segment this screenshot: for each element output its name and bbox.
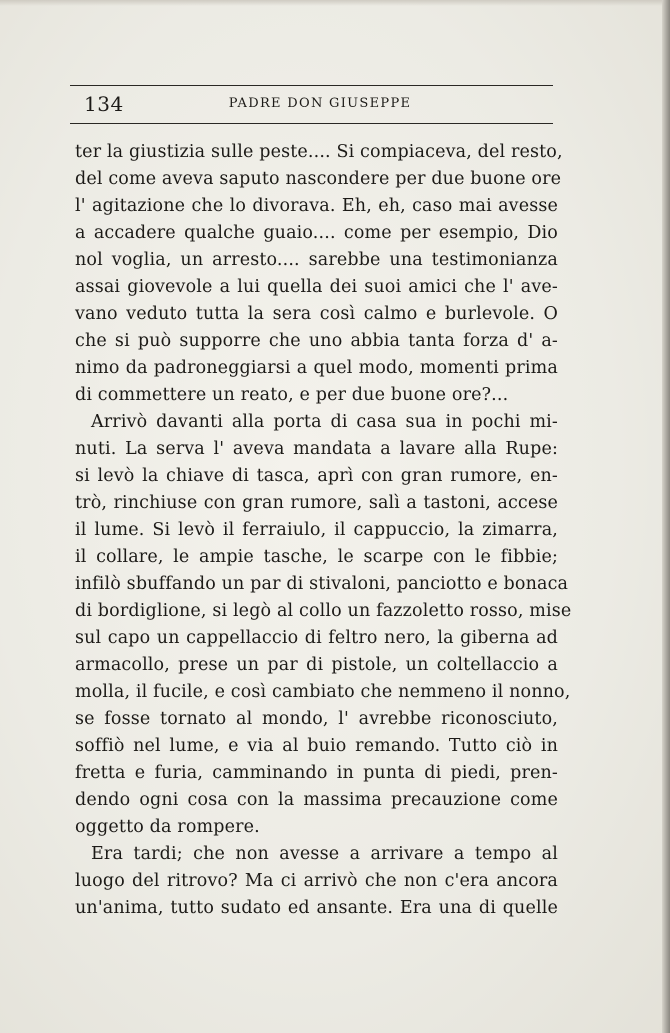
text-line: che si può supporre che uno abbia tanta forza d' a- xyxy=(75,331,558,351)
text-line: dendo ogni cosa con la massima precauzione come xyxy=(75,790,558,810)
header-rule-bottom xyxy=(70,123,553,124)
page-top-shadow xyxy=(0,0,670,6)
text-line: nol voglia, un arresto.... sarebbe una testimonianza xyxy=(75,250,558,270)
text-line: di commettere un reato, e per due buone ore?... xyxy=(75,385,509,405)
text-line: vano veduto tutta la sera così calmo e burlevole. O xyxy=(75,304,558,324)
text-line: il lume. Si levò il ferraiulo, il cappuccio, la zimarra, xyxy=(75,520,558,540)
text-line: un'anima, tutto sudato ed ansante. Era una di quelle xyxy=(75,898,558,918)
page-number: 134 xyxy=(84,92,124,116)
text-line: a accadere qualche guaio.... come per esempio, Dio xyxy=(75,223,558,243)
text-line: trò, rinchiuse con gran rumore, salì a tastoni, accese xyxy=(75,493,558,513)
text-line: Era tardi; che non avesse a arrivare a tempo al xyxy=(91,844,558,864)
text-line: l' agitazione che lo divorava. Eh, eh, caso mai avesse xyxy=(75,196,558,216)
text-line: Arrivò davanti alla porta di casa sua in pochi mi- xyxy=(91,412,558,432)
text-line: soffiò nel lume, e via al buio remando. Tutto ciò in xyxy=(75,736,558,756)
text-line: nimo da padroneggiarsi a quel modo, momenti prima xyxy=(75,358,558,378)
text-line: sul capo un cappellaccio di feltro nero, la giberna ad xyxy=(75,628,558,648)
text-line: si levò la chiave di tasca, aprì con gran rumore, en- xyxy=(75,466,558,486)
text-line: del come aveva saputo nascondere per due buone ore xyxy=(75,169,562,189)
text-line: di bordiglione, si legò al collo un fazzoletto rosso, mise xyxy=(75,601,572,621)
page-binding-edge xyxy=(662,0,670,1033)
text-line: il collare, le ampie tasche, le scarpe con le fibbie; xyxy=(75,547,558,567)
text-line: assai giovevole a lui quella dei suoi amici che l' ave- xyxy=(75,277,558,297)
text-line: fretta e furia, camminando in punta di piedi, pren- xyxy=(75,763,558,783)
text-line: nuti. La serva l' aveva mandata a lavare alla Rupe: xyxy=(75,439,558,459)
text-line: luogo del ritrovo? Ma ci arrivò che non c'era ancora xyxy=(75,871,558,891)
text-line: molla, il fucile, e così cambiato che nemmeno il nonno, xyxy=(75,682,571,702)
text-line: oggetto da rompere. xyxy=(75,817,260,837)
header-rule-top xyxy=(70,85,553,86)
text-line: armacollo, prese un par di pistole, un coltellaccio a xyxy=(75,655,558,675)
text-line: infilò sbuffando un par di stivaloni, panciotto e bonaca xyxy=(75,574,569,594)
running-title: PADRE DON GIUSEPPE xyxy=(228,96,412,111)
text-line: ter la giustizia sulle peste.... Si compiaceva, del resto, xyxy=(75,142,563,162)
text-line: se fosse tornato al mondo, l' avrebbe riconosciuto, xyxy=(75,709,558,729)
